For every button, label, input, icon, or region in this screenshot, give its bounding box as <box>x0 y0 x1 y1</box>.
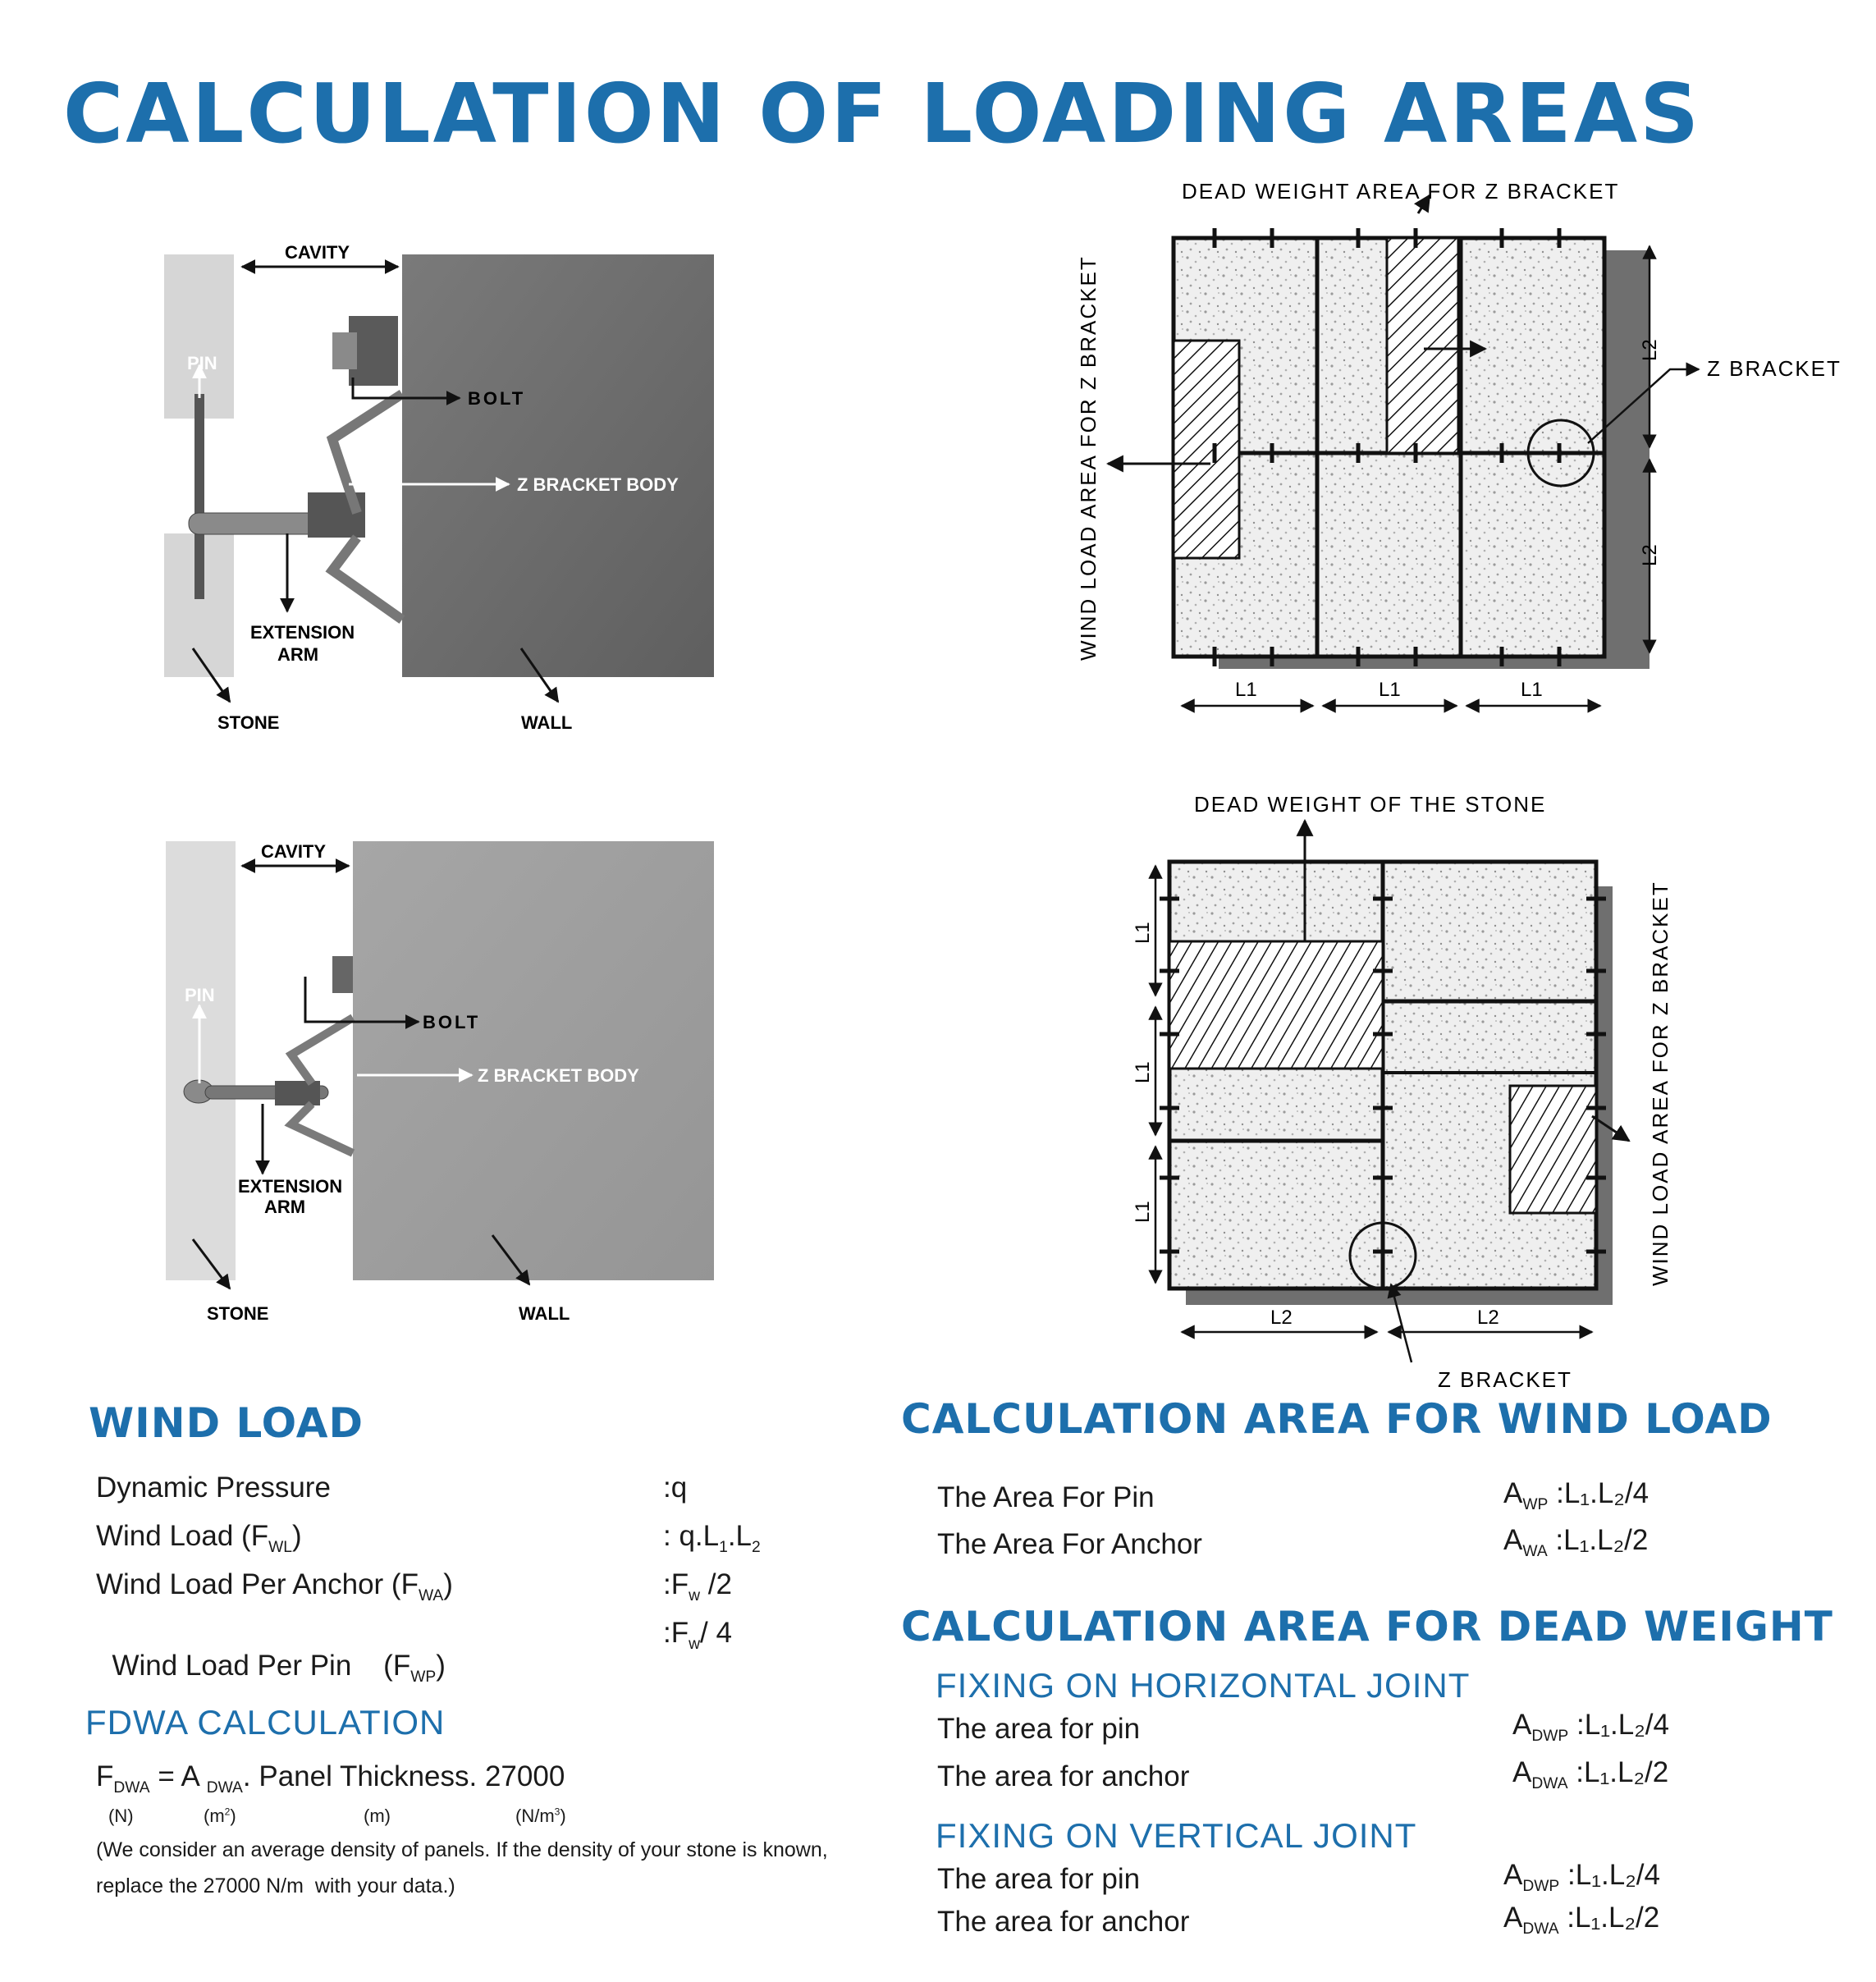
anchor-photo-bottom <box>156 825 730 1334</box>
l1-label-2: L1 <box>1379 679 1401 701</box>
wind-load-label: WIND LOAD AREA FOR Z BRACKET <box>1076 255 1100 661</box>
dead-area-heading: CALCULATION AREA FOR DEAD WEIGHT <box>901 1603 1833 1650</box>
l2-label-upper: L2 <box>1639 339 1661 361</box>
z-bracket-upper <box>291 1018 353 1083</box>
bolt-label: BOLT <box>423 1012 481 1032</box>
vertical-anchor-label: The area for anchor <box>937 1906 1190 1938</box>
l2-label-lower: L2 <box>1639 544 1661 566</box>
dynamic-pressure-value: :q <box>663 1472 688 1504</box>
bolt-head <box>332 956 353 993</box>
z-bracket-body-label: Z BRACKET BODY <box>478 1065 639 1086</box>
vertical-joint-heading: FIXING ON VERTICAL JOINT <box>936 1816 1417 1855</box>
l1-label-1: L1 <box>1235 679 1257 701</box>
cavity-label: CAVITY <box>285 242 350 263</box>
pin-label: PIN <box>187 353 217 373</box>
wind-load-hatch-area <box>1174 341 1239 558</box>
z-bracket-lower <box>291 1104 353 1153</box>
fdwa-formula: $F_{DWA} = A$ $_{DWA}$. Panel Thickness. 27000 <box>96 1760 565 1797</box>
z-bracket-body-label: Z BRACKET BODY <box>517 474 679 495</box>
dead-weight-label: DEAD WEIGHT AREA FOR Z BRACKET <box>1182 179 1620 204</box>
panel-diagram-vertical <box>1083 784 1773 1391</box>
fdwa-heading: FDWA CALCULATION <box>85 1703 446 1742</box>
horizontal-joint-heading: FIXING ON HORIZONTAL JOINT <box>936 1666 1471 1705</box>
vertical-pin-label: The area for pin <box>937 1863 1141 1895</box>
unit-m: (m) <box>364 1806 391 1826</box>
extension-label: EXTENSION <box>250 622 355 643</box>
wind-area-pin-label: The Area For Pin <box>937 1481 1155 1513</box>
wind-area-heading: CALCULATION AREA FOR WIND LOAD <box>901 1395 1773 1443</box>
l1-label-2: L1 <box>1132 1061 1154 1083</box>
cavity-label: CAVITY <box>261 841 327 862</box>
wind-load-label: WIND LOAD AREA FOR Z BRACKET <box>1648 881 1672 1286</box>
z-bracket-label: Z BRACKET <box>1707 356 1842 381</box>
page-title: CALCULATION OF LOADING AREAS <box>62 66 1702 162</box>
arm-label: ARM <box>264 1197 306 1217</box>
wind-load-anchor-value: $:F_w$ /2 <box>663 1568 732 1604</box>
unit-m2: $(m^2)$ <box>204 1806 236 1826</box>
wind-area-pin-value: $A_{WP}$ :L₁.L₂/4 <box>1503 1477 1650 1513</box>
wind-load-pin-row: Wind Load Per Pin $(F_{WP})$ <box>112 1650 446 1686</box>
wind-load-heading: WIND LOAD <box>89 1399 364 1447</box>
l2-label-2: L2 <box>1477 1307 1499 1329</box>
arm-label: ARM <box>277 644 319 665</box>
wind-load-anchor-row: Wind Load Per Anchor $(F_{WA})$ <box>96 1568 453 1604</box>
bolt-label: BOLT <box>468 388 526 409</box>
wind-load-value: : $q.L_1.L_2$ <box>663 1520 761 1556</box>
pin-label: PIN <box>185 985 215 1005</box>
dead-weight-hatch-area <box>1169 941 1383 1069</box>
horizontal-pin-value: $A_{DWP}$ :L₁.L₂/4 <box>1512 1709 1669 1745</box>
wind-area-anchor-label: The Area For Anchor <box>937 1528 1202 1560</box>
dead-weight-label: DEAD WEIGHT OF THE STONE <box>1194 792 1547 817</box>
wind-load-hatch-area <box>1510 1086 1596 1213</box>
l1-label-3: L1 <box>1132 1201 1154 1223</box>
l2-label-1: L2 <box>1270 1307 1293 1329</box>
z-bracket-lower <box>332 538 402 620</box>
z-bracket-label: Z BRACKET <box>1438 1367 1572 1391</box>
l1-label-3: L1 <box>1521 679 1543 701</box>
bolt-shank <box>332 332 357 369</box>
unit-nm3: $(N/m^3)$ <box>515 1806 566 1826</box>
wall-block <box>353 841 714 1280</box>
wall-label: WALL <box>521 712 573 733</box>
stone-label: STONE <box>207 1303 269 1324</box>
dead-weight-hatch-area <box>1387 238 1458 453</box>
wind-area-anchor-value: $A_{WA}$ :L₁.L₂/2 <box>1503 1524 1649 1560</box>
wind-load-row: Wind Load $(F_{WL})$ <box>96 1520 302 1556</box>
stone-label: STONE <box>217 712 280 733</box>
unit-n: (N) <box>108 1806 134 1826</box>
wall-label: WALL <box>519 1303 570 1324</box>
vertical-pin-value: $A_{DWP}$ :L₁.L₂/4 <box>1503 1859 1660 1895</box>
wind-load-pin-value: $:F_w/$ 4 <box>663 1617 732 1653</box>
l1-label-1: L1 <box>1132 922 1154 944</box>
extension-label: EXTENSION <box>238 1176 343 1197</box>
dynamic-pressure-label: Dynamic Pressure <box>96 1472 331 1504</box>
bracket-nut <box>275 1081 320 1105</box>
horizontal-anchor-label: The area for anchor <box>937 1760 1190 1792</box>
horizontal-pin-label: The area for pin <box>937 1713 1141 1745</box>
horizontal-anchor-value: $A_{DWA}$ :L₁.L₂/2 <box>1512 1756 1669 1792</box>
wall-block <box>402 254 714 677</box>
pin-rod <box>194 394 204 599</box>
anchor-photo-top <box>156 234 730 743</box>
fdwa-note-line2: replace the 27000 N/m with your data.) <box>96 1874 455 1897</box>
vertical-anchor-value: $A_{DWA}$ :L₁.L₂/2 <box>1503 1902 1660 1938</box>
fdwa-note-line1: (We consider an average density of panels. If the density of your stone is known, <box>96 1838 828 1861</box>
panel-diagram-horizontal <box>1059 164 1846 730</box>
